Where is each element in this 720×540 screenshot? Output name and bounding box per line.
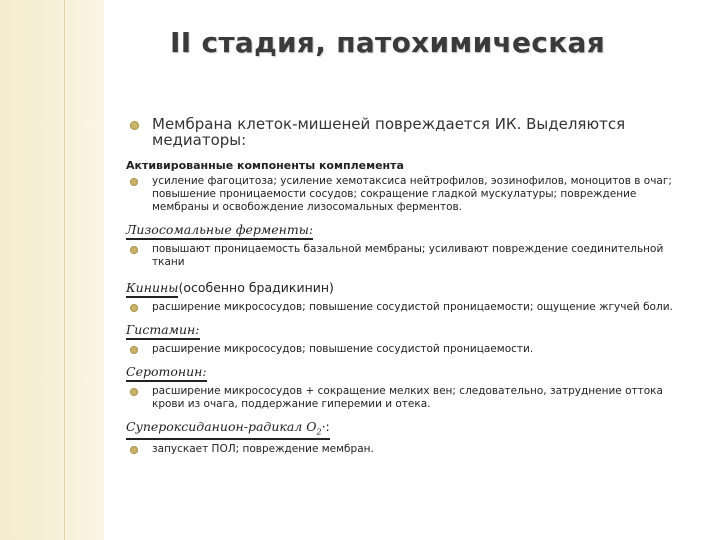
list-item-text: расширение микрососудов; повышение сосудистой проницаемости. xyxy=(152,343,534,355)
slide-content xyxy=(126,116,696,456)
section-heading-serotonin: Серотонин: xyxy=(126,364,207,382)
section-heading-row-kinins xyxy=(126,277,696,298)
slide-title: II стадия, патохимическая xyxy=(170,26,605,59)
list-item-text: расширение микрососудов; повышение сосудистой проницаемости; ощущение жгучей боли. xyxy=(152,301,673,313)
list-item-text: усиление фагоцитоза; усиление хемотаксиса нейтрофилов, эозинофилов, моноцитов в очаг; повышение проницаемости сосудов; сокращение гладкой мускулатуры; повреждение мембраны и освобождение лизосомальных ферментов. xyxy=(152,175,672,213)
decorative-left-line xyxy=(64,0,65,540)
superoxide-label: Супероксиданион-радикал О xyxy=(126,419,317,434)
list-item-kinins xyxy=(126,301,696,314)
bullet-icon xyxy=(130,178,138,186)
list-item-superoxide xyxy=(126,443,696,456)
section-heading-histamine: Гистамин: xyxy=(126,322,200,340)
section-heading-superoxide xyxy=(126,419,330,440)
section-heading-complement: Активированные компоненты комплемента xyxy=(126,159,404,172)
bullet-icon xyxy=(130,388,138,396)
section-heading-suffix: (особенно брадикинин) xyxy=(178,280,334,295)
decorative-left-band xyxy=(0,0,104,540)
section-heading-kinins: Кинины xyxy=(126,280,178,298)
bullet-icon xyxy=(130,446,138,454)
main-bullet-text: Мембрана клеток-мишеней повреждается ИК. Выделяются медиаторы: xyxy=(152,115,626,149)
list-item-text: расширение микрососудов + сокращение мелких вен; следовательно, затруднение оттока крови из очага, поддержание гиперемии и отека. xyxy=(152,385,663,410)
list-item-serotonin xyxy=(126,385,696,411)
list-item-text: запускает ПОЛ; повреждение мембран. xyxy=(152,442,374,455)
list-item-histamine xyxy=(126,343,696,356)
list-item-text: повышают проницаемость базальной мембраны; усиливают повреждение соединительной ткани xyxy=(152,243,664,268)
bullet-icon xyxy=(130,346,138,354)
list-item-lysosomal-enzymes xyxy=(126,243,696,269)
bullet-icon xyxy=(130,121,139,130)
section-heading-lysosomal-enzymes: Лизосомальные ферменты: xyxy=(126,222,313,240)
list-item-complement xyxy=(126,175,696,214)
bullet-icon xyxy=(130,246,138,254)
superoxide-tail: ·: xyxy=(321,419,330,434)
bullet-icon xyxy=(130,304,138,312)
superoxide-subscript: 2 xyxy=(316,427,322,437)
main-bullet xyxy=(126,116,696,148)
